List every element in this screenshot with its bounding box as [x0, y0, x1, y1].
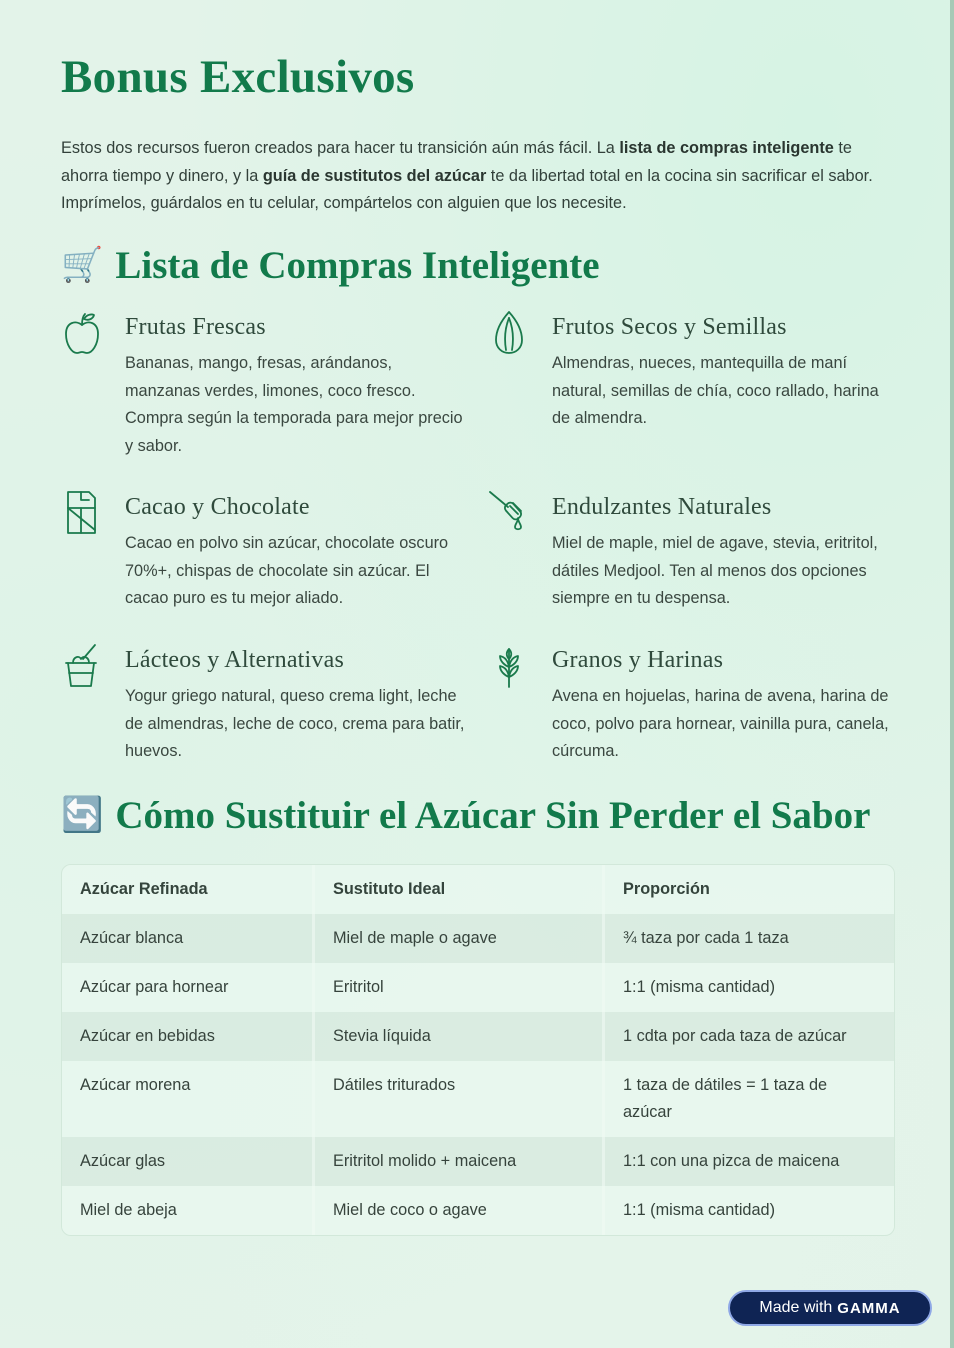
table-header-cell: Proporción — [602, 865, 894, 914]
item-title: Endulzantes Naturales — [552, 494, 772, 520]
intro-text: te ahorra tiempo y dinero, y la — [61, 139, 852, 185]
substitutes-section-title — [61, 793, 870, 838]
intro-text: Estos dos recursos fueron creados para hacer tu transición aún más fácil. La — [61, 139, 620, 157]
table-cell: ¾ taza por cada 1 taza — [602, 914, 894, 963]
almond-icon — [488, 310, 530, 358]
table-cell: Miel de abeja — [80, 1201, 177, 1219]
table-cell: 1:1 (misma cantidad) — [602, 1186, 894, 1235]
table-cell: Azúcar blanca — [80, 929, 184, 947]
table-row — [62, 914, 894, 963]
intro-bold-shopping: lista de compras inteligente — [619, 139, 834, 157]
table-cell: Eritritol — [312, 963, 602, 1012]
wheat-icon — [488, 643, 530, 691]
shopping-section-title-text: Lista de Compras Inteligente — [115, 244, 600, 287]
shopping-item-cacao — [125, 494, 465, 613]
intro-bold-substitutes: guía de sustitutos del azúcar — [262, 166, 487, 185]
intro-text: te da libertad total en la cocina sin sacrificar el sabor. Imprímelos, guárdalos en tu celular, compártelos con alguien que los necesite. — [61, 166, 873, 212]
table-cell: Azúcar para hornear — [80, 978, 229, 996]
item-title: Frutas Frescas — [125, 314, 266, 340]
substitutes-table — [61, 864, 895, 1236]
item-description: Bananas, mango, fresas, arándanos, manzanas verdes, limones, coco fresco. Compra según la temporada para mejor precio y sabor. — [125, 354, 463, 455]
shopping-item-lacteos — [125, 647, 465, 766]
made-with-gamma-badge[interactable] — [728, 1290, 932, 1326]
yogurt-cup-icon — [61, 643, 103, 691]
item-title: Cacao y Chocolate — [125, 494, 310, 520]
table-row — [62, 1186, 894, 1235]
table-cell: Miel de maple o agave — [312, 914, 602, 963]
table-cell: Azúcar en bebidas — [80, 1027, 215, 1045]
shopping-cart-icon: 🛒 — [61, 246, 104, 284]
item-title: Granos y Harinas — [552, 647, 724, 673]
chocolate-bar-icon — [61, 490, 103, 538]
item-description: Almendras, nueces, mantequilla de maní natural, semillas de chía, coco rallado, harina de almendra. — [552, 354, 879, 427]
page-edge — [950, 0, 954, 1348]
table-cell: 1:1 con una pizca de maicena — [602, 1137, 894, 1186]
table-cell: Dátiles triturados — [312, 1061, 602, 1137]
substitutes-section-title-text: Cómo Sustituir el Azúcar Sin Perder el Sabor — [115, 794, 871, 837]
item-description: Yogur griego natural, queso crema light, leche de almendras, leche de coco, crema para batir, huevos. — [125, 687, 465, 760]
table-cell: Azúcar glas — [80, 1152, 166, 1170]
item-title: Lácteos y Alternativas — [125, 647, 344, 673]
table-row — [62, 963, 894, 1012]
table-cell: 1:1 (misma cantidad) — [602, 963, 894, 1012]
table-cell: 1 taza de dátiles = 1 taza de azúcar — [602, 1061, 894, 1137]
shopping-item-frutas — [125, 314, 465, 460]
table-cell: Eritritol molido + maicena — [312, 1137, 602, 1186]
table-header-row — [62, 865, 894, 914]
repeat-arrows-icon: 🔄 — [61, 796, 104, 834]
table-row — [62, 1061, 894, 1137]
table-header-cell: Azúcar Refinada — [80, 880, 208, 898]
item-description: Avena en hojuelas, harina de avena, harina de coco, polvo para hornear, vainilla pura, canela, cúrcuma. — [552, 687, 889, 760]
apple-icon — [61, 310, 103, 358]
table-header-cell: Sustituto Ideal — [312, 865, 602, 914]
shopping-section-title — [61, 243, 600, 288]
shopping-item-endulzantes — [552, 494, 892, 613]
shopping-item-frutos-secos — [552, 314, 892, 433]
table-cell: Miel de coco o agave — [312, 1186, 602, 1235]
gamma-logo: GAMMA — [837, 1299, 901, 1317]
item-description: Cacao en polvo sin azúcar, chocolate oscuro 70%+, chispas de chocolate sin azúcar. El cacao puro es tu mejor aliado. — [125, 534, 449, 607]
table-cell: 1 cdta por cada taza de azúcar — [602, 1012, 894, 1061]
table-cell: Azúcar morena — [80, 1076, 191, 1094]
item-description: Miel de maple, miel de agave, stevia, eritritol, dátiles Medjool. Ten al menos dos opciones siempre en tu despensa. — [552, 534, 878, 607]
table-row — [62, 1137, 894, 1186]
intro-paragraph — [61, 135, 893, 218]
page-title: Bonus Exclusivos — [61, 51, 415, 103]
item-title: Frutos Secos y Semillas — [552, 314, 787, 340]
honey-dipper-icon — [488, 490, 530, 538]
table-cell: Stevia líquida — [312, 1012, 602, 1061]
table-row — [62, 1012, 894, 1061]
shopping-item-granos — [552, 647, 892, 766]
badge-label: Made with — [759, 1299, 833, 1316]
